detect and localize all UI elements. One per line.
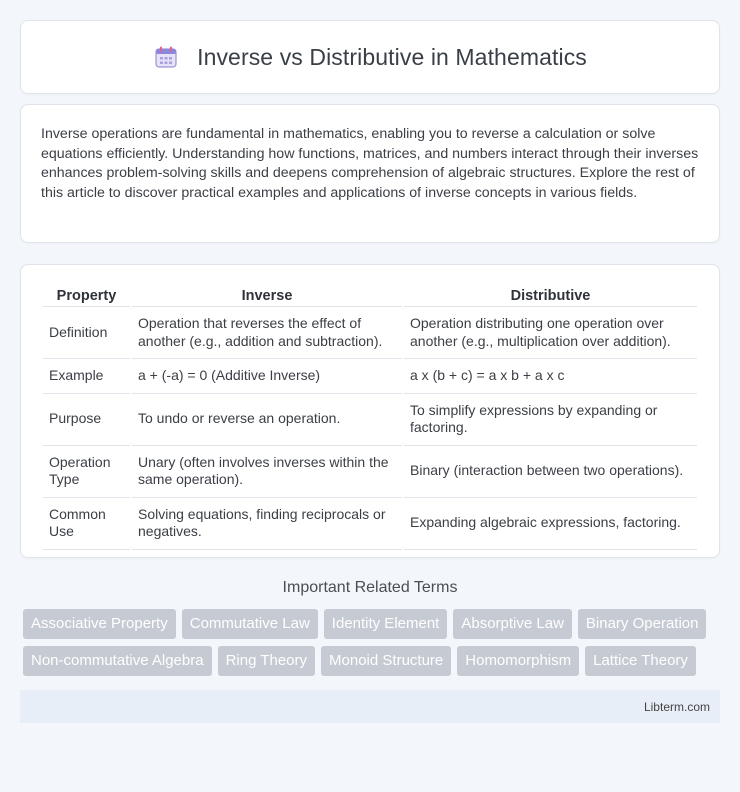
term-tag[interactable]: Homomorphism xyxy=(457,646,579,676)
table-row xyxy=(43,498,697,550)
row-distributive: a x (b + c) = a x b + a x c xyxy=(404,359,697,394)
header-property: Property xyxy=(43,285,130,307)
intro-card xyxy=(20,104,720,243)
term-tag[interactable]: Absorptive Law xyxy=(453,609,572,639)
related-terms-title: Important Related Terms xyxy=(282,579,458,596)
row-property: Definition xyxy=(43,307,130,359)
term-tag[interactable]: Identity Element xyxy=(324,609,448,639)
row-property: Common Use xyxy=(43,498,130,550)
row-distributive: To simplify expressions by expanding or factoring. xyxy=(404,394,697,446)
comparison-table-card xyxy=(20,264,720,558)
term-tag[interactable]: Ring Theory xyxy=(218,646,315,676)
footer-brand[interactable]: Libterm.com xyxy=(643,699,710,714)
row-property: Purpose xyxy=(43,394,130,446)
row-inverse: Solving equations, finding reciprocals or negatives. xyxy=(132,498,402,550)
row-inverse: To undo or reverse an operation. xyxy=(132,394,402,446)
term-tag[interactable]: Associative Property xyxy=(23,609,176,639)
header-distributive: Distributive xyxy=(404,285,697,307)
row-property: Operation Type xyxy=(43,446,130,498)
intro-text: Inverse operations are fundamental in mathematics, enabling you to reverse a calculation or solve equations efficiently. Understanding how functions, matrices, and numbers interact through their inverses enhances problem-solving skills and deepens comprehension of algebraic structures. Explore the rest of this article to discover practical examples and applications of inverse concepts in various fields. xyxy=(41,126,699,201)
term-tag[interactable]: Monoid Structure xyxy=(321,646,451,676)
header-card xyxy=(20,20,720,94)
table-row xyxy=(43,307,697,359)
footer xyxy=(20,690,720,723)
term-tag[interactable]: Commutative Law xyxy=(182,609,318,639)
term-tag[interactable]: Lattice Theory xyxy=(585,646,696,676)
term-tag[interactable]: Non-commutative Algebra xyxy=(23,646,212,676)
term-tag[interactable]: Binary Operation xyxy=(578,609,707,639)
page-title: Inverse vs Distributive in Mathematics xyxy=(197,43,587,70)
row-inverse: Operation that reverses the effect of another (e.g., addition and subtraction). xyxy=(132,307,402,359)
table-row xyxy=(43,446,697,498)
comparison-table xyxy=(41,285,699,550)
row-inverse: a + (-a) = 0 (Additive Inverse) xyxy=(132,359,402,394)
related-terms-list xyxy=(20,609,720,676)
table-header-row xyxy=(43,285,697,307)
calendar-icon xyxy=(153,44,179,70)
table-row xyxy=(43,359,697,394)
row-distributive: Binary (interaction between two operations). xyxy=(404,446,697,498)
header-inverse: Inverse xyxy=(132,285,402,307)
table-row xyxy=(43,394,697,446)
row-property: Example xyxy=(43,359,130,394)
row-distributive: Expanding algebraic expressions, factoring. xyxy=(404,498,697,550)
row-inverse: Unary (often involves inverses within the same operation). xyxy=(132,446,402,498)
row-distributive: Operation distributing one operation over another (e.g., multiplication over addition). xyxy=(404,307,697,359)
